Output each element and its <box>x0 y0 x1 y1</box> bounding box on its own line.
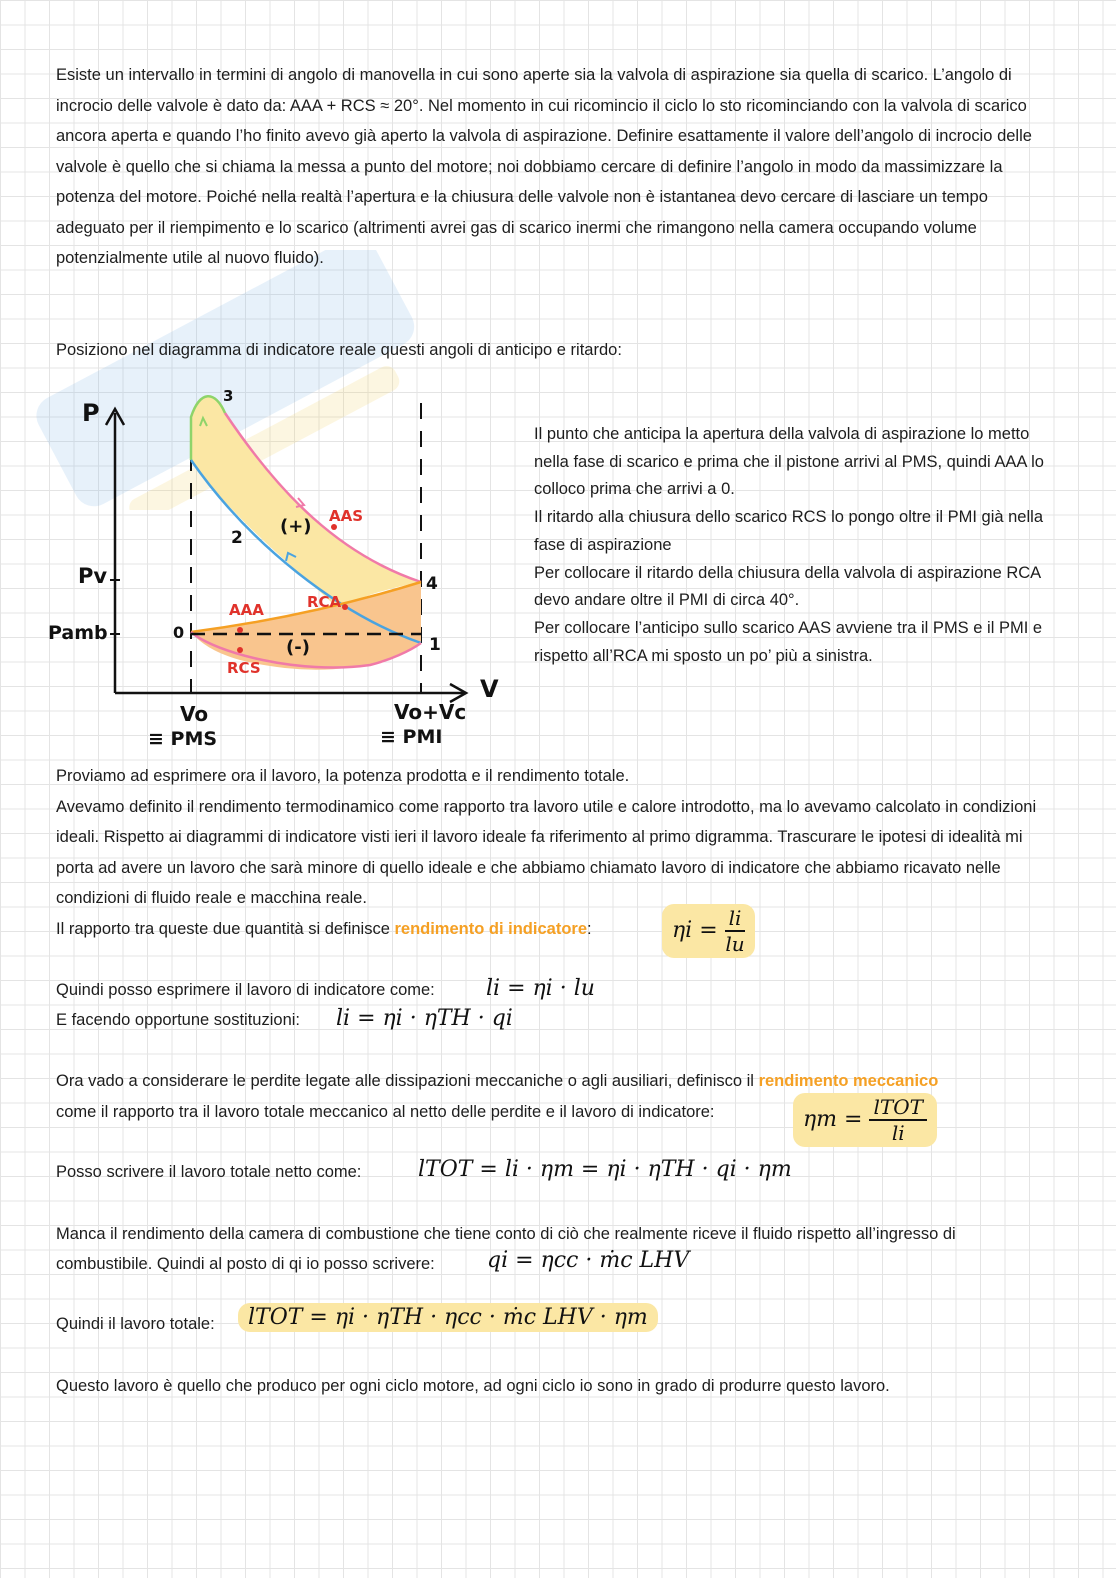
negative-work-label: (-) <box>286 637 310 658</box>
indicator-efficiency-line: Il rapporto tra queste due quantità si definisce rendimento di indicatore: <box>56 920 592 938</box>
formula-final-total: lTOT = ηi · ηTH · ηcc · ṁc LHV · ηm <box>238 1303 658 1332</box>
explanation-rcs: Il ritardo alla chiusura dello scarico RCS lo pongo oltre il PMI già nella fase di aspirazione <box>534 508 1043 554</box>
final-total-line: Quindi il lavoro totale: <box>56 1315 215 1333</box>
rca-label: RCA <box>307 593 342 611</box>
aaa-label: AAA <box>229 601 264 619</box>
formula-total-work: lTOT = li · ηm = ηi · ηTH · qi · ηm <box>418 1157 792 1182</box>
work-explanation: Avevamo definito il rendimento termodinamico come rapporto tra lavoro utile e calore introdotto, ma lo avevamo calcolato in condizioni ideali. Rispetto ai diagrammi di indicatore visti ieri il lavoro ideale fa riferimento al primo digramma. Trascurare le ipotesi di idealità mi porta ad avere un lavoro che sarà minore di quello ideale e che abbiamo chiamato lavoro di indicatore che abbiamo ricavato nelle condizioni di fluido reale e macchina reale. <box>56 797 1037 907</box>
substitution-line: E facendo opportune sostituzioni: <box>56 1011 300 1029</box>
p-axis-label: P <box>82 399 100 427</box>
indicator-efficiency-term: rendimento di indicatore <box>394 920 587 938</box>
formula-li: li = ηi · lu <box>486 976 595 1001</box>
formula-eta-i: ηi = $\frac{li}{lu}$ <box>662 904 755 958</box>
point-4: 4 <box>426 574 438 594</box>
li-line: Quindi posso esprimere il lavoro di indicatore come: <box>56 981 435 999</box>
pamb-label: Pamb <box>48 622 108 644</box>
total-work-line: Posso scrivere il lavoro totale netto come: <box>56 1163 362 1181</box>
explanation-aas: Per collocare l’anticipo sullo scarico AAS avviene tra il PMS e il PMI e rispetto all’RCA mi sposto un po’ più a sinistra. <box>534 618 1043 665</box>
pmi-label: ≡ PMI <box>380 726 443 748</box>
rcs-label: RCS <box>227 659 261 677</box>
mechanical-efficiency-term: rendimento meccanico <box>758 1072 939 1090</box>
v0-label: Vo <box>180 702 209 726</box>
point-1: 1 <box>429 635 441 655</box>
work-intro: Proviamo ad esprimere ora il lavoro, la potenza prodotta e il rendimento totale. <box>56 767 630 785</box>
combustion-chamber-line: Manca il rendimento della camera di combustione che tiene conto di ciò che realmente riceve il fluido rispetto all’ingresso di <box>56 1225 956 1243</box>
diagram-intro: Posiziono nel diagramma di indicatore reale questi angoli di anticipo e ritardo: <box>56 341 622 359</box>
explanation-rca: Per collocare il ritardo della chiusura della valvola di aspirazione RCA devo andare oltre il PMI di circa 40°. <box>534 563 1041 610</box>
formula-qi: qi = ηcc · ṁc LHV <box>487 1248 690 1273</box>
point-2: 2 <box>231 528 243 548</box>
pv-label: Pv <box>78 564 108 588</box>
closing-line: Questo lavoro è quello che produco per ogni ciclo motore, ad ogni ciclo io sono in grado di produrre questo lavoro. <box>56 1377 890 1395</box>
mechanical-efficiency-line: Ora vado a considerare le perdite legate alle dissipazioni meccaniche o agli ausiliari, definisco il rendimento meccanico <box>56 1072 939 1090</box>
positive-work-label: (+) <box>280 516 312 537</box>
diagram-explanation <box>534 421 1054 670</box>
mechanical-efficiency-line-2: come il rapporto tra il lavoro totale meccanico al netto delle perdite e il lavoro di indicatore: <box>56 1103 715 1121</box>
vc-label: Vo+Vc <box>394 700 467 724</box>
formula-substitution: li = ηi · ηTH · qi <box>336 1006 513 1031</box>
point-3: 3 <box>223 387 234 405</box>
v-axis-label: V <box>480 675 499 703</box>
formula-eta-m: ηm = $\frac{\text{lTOT}}{li}$ <box>793 1093 937 1147</box>
point-0: 0 <box>173 623 185 642</box>
combustion-chamber-line-2: combustibile. Quindi al posto di qi io posso scrivere: <box>56 1255 435 1273</box>
aas-label: AAS <box>329 507 364 525</box>
work-section <box>56 761 1061 914</box>
intro-paragraph: Esiste un intervallo in termini di angolo di manovella in cui sono aperte sia la valvola di aspirazione sia quella di scarico. L’angolo di incrocio delle valvole è dato da: AAA + RCS ≈ 20°. Nel momento in cui ricomincio il ciclo lo sto ricominciando con la valvola di scarico ancora aperta e quando l’ho finito avevo già aperto la valvola di aspirazione. Definire esattamente il valore dell’angolo di incrocio delle valvole è quello che si chiama la messa a punto del motore; noi dobbiamo cercare di definire l’angolo in modo da massimizzare la potenza del motore. Poiché nella realtà l’apertura e la chiusura delle valvole non è istantanea devo cercare di lasciare un tempo adeguato per il riempimento e lo scarico (altrimenti avrei gas di scarico inermi che rimangono nella camera occupando volume potenzialmente utile al nuovo fluido). <box>56 66 1032 267</box>
indicator-diagram <box>40 385 510 755</box>
explanation-aaa: Il punto che anticipa la apertura della valvola di aspirazione lo metto nella fase di scarico e prima che il pistone arrivi al PMS, quindi AAA lo colloco prima che arrivi a 0. <box>534 425 1044 499</box>
pms-label: ≡ PMS <box>148 728 218 750</box>
